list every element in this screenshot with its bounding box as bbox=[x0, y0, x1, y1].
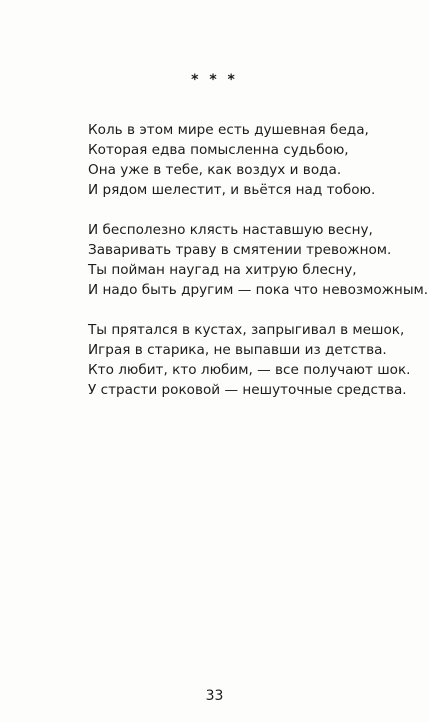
poem-line: У страсти роковой — нешуточные средства. bbox=[88, 382, 407, 398]
poem-line: И рядом шелестит, и вьётся над тобою. bbox=[88, 182, 376, 198]
page-number: 33 bbox=[205, 688, 224, 704]
poem-line: И бесполезно клясть наставшую весну, bbox=[88, 222, 373, 238]
poem bbox=[88, 120, 429, 420]
stanza-1 bbox=[88, 120, 418, 200]
poem-line: Кто любит, кто любим, — все получают шок. bbox=[88, 362, 411, 378]
poem-line: И надо быть другим — пока что невозможным. bbox=[88, 282, 429, 298]
poem-line: Играя в старика, не выпавши из детства. bbox=[88, 342, 387, 358]
stanza-2 bbox=[88, 220, 429, 300]
poem-line: Она уже в тебе, как воздух и вода. bbox=[88, 162, 342, 178]
poem-line: Заваривать траву в смятении тревожном. bbox=[88, 242, 392, 258]
poem-line: Ты пойман наугад на хитрую блесну, bbox=[88, 262, 357, 278]
poem-line: Коль в этом мире есть душевная беда, bbox=[88, 122, 369, 138]
stanza-3 bbox=[88, 320, 418, 400]
poem-line: Ты прятался в кустах, запрыгивал в мешок, bbox=[88, 322, 405, 338]
section-ornament: * * * bbox=[191, 72, 238, 88]
poem-line: Которая едва помысленна судьбою, bbox=[88, 142, 349, 158]
